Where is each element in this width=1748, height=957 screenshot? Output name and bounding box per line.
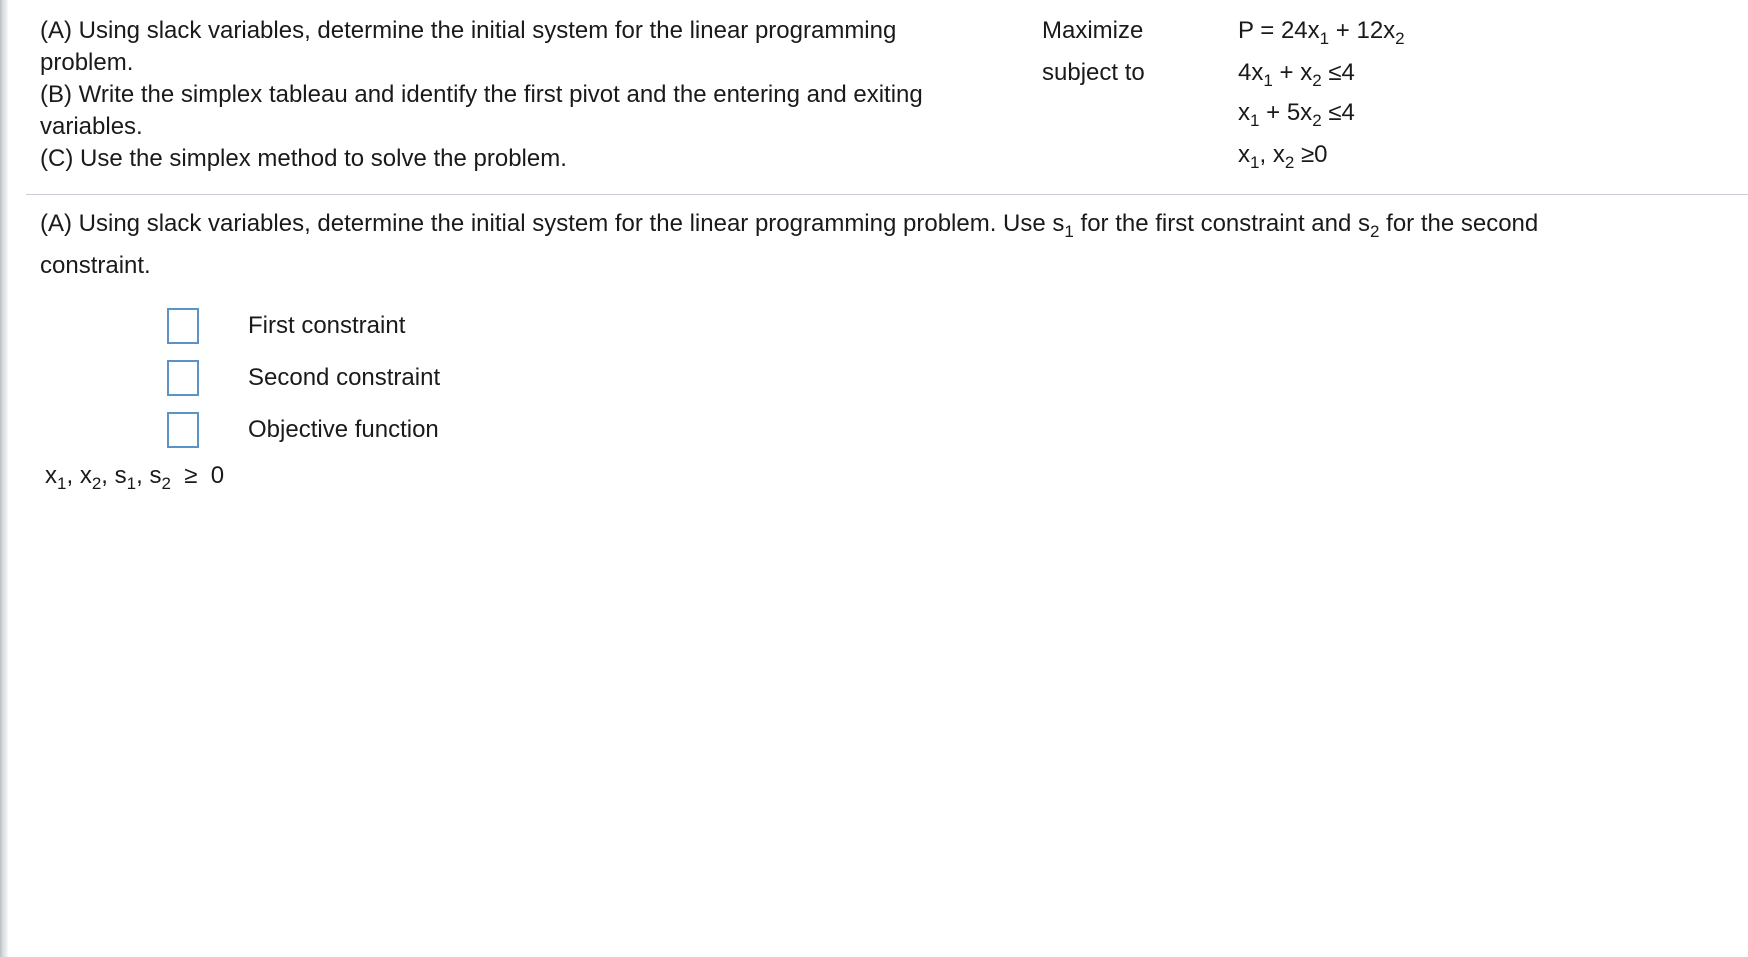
question-prompt — [40, 16, 923, 173]
objective-function-label: Objective function — [248, 416, 439, 443]
constraint-1-term1: 4x — [1238, 59, 1264, 86]
question-line: (C) Use the simplex method to solve the problem. — [40, 145, 567, 172]
var-s1: s — [114, 462, 127, 489]
subscript: 1 — [1250, 153, 1260, 172]
nonneg-var2: x — [1272, 141, 1285, 168]
constraint-2-rhs: 4 — [1341, 99, 1355, 126]
nonnegativity-constraint — [1238, 141, 1328, 172]
nonneg-var1: x — [1238, 141, 1250, 168]
maximize-label: Maximize — [1042, 17, 1144, 44]
final-rhs: 0 — [210, 462, 225, 489]
objective-p: P — [1238, 17, 1254, 44]
nonneg-rhs: 0 — [1314, 141, 1328, 168]
subscript: 2 — [1370, 222, 1380, 241]
second-constraint-input[interactable] — [167, 360, 199, 396]
objective-function-input[interactable] — [167, 412, 199, 448]
nonneg-ineq: ≥ — [1300, 141, 1315, 168]
constraint-1-term2: x — [1300, 59, 1313, 86]
constraint-1 — [1238, 59, 1355, 90]
constraint-2-term1: x — [1238, 99, 1250, 126]
objective-term2: 12x — [1356, 17, 1396, 44]
subscript: 2 — [91, 474, 102, 493]
constraint-2 — [1238, 99, 1355, 130]
part-a-instruction-line2: constraint. — [40, 252, 151, 279]
separator: , — [101, 462, 108, 489]
first-constraint-input[interactable] — [167, 308, 199, 344]
var-x2: x — [79, 462, 92, 489]
subscript: 1 — [57, 474, 67, 493]
constraint-1-plus: + — [1279, 59, 1294, 86]
constraint-1-ineq: ≤ — [1328, 59, 1342, 86]
nonneg-sep: , — [1259, 141, 1267, 168]
subscript: 1 — [1263, 71, 1273, 90]
constraint-2-plus: + — [1266, 99, 1281, 126]
part-a-text-1: (A) Using slack variables, determine the initial system for the linear programming problem. Use s — [40, 210, 1065, 237]
slack-nonnegativity — [45, 462, 225, 493]
question-line: variables. — [40, 113, 143, 140]
subscript: 2 — [1312, 111, 1322, 130]
separator: , — [136, 462, 143, 489]
constraint-1-rhs: 4 — [1341, 59, 1355, 86]
objective-function — [1238, 17, 1405, 48]
subscript: 1 — [126, 474, 137, 493]
subscript: 1 — [1064, 222, 1074, 241]
subscript: 2 — [1395, 29, 1405, 48]
section-divider — [26, 194, 1748, 195]
first-constraint-label: First constraint — [248, 312, 406, 339]
constraint-2-ineq: ≤ — [1328, 99, 1342, 126]
subscript: 1 — [1250, 111, 1260, 130]
var-s2: s — [149, 462, 162, 489]
objective-term1: 24x — [1280, 17, 1320, 44]
objective-plus: + — [1335, 17, 1350, 44]
subject-to-label: subject to — [1042, 59, 1145, 86]
part-a-instruction — [40, 210, 1539, 241]
objective-equals: = — [1260, 17, 1275, 44]
second-constraint-label: Second constraint — [248, 364, 441, 391]
part-a-text-3: for the second — [1379, 210, 1539, 237]
subscript: 2 — [161, 474, 171, 493]
subscript: 2 — [1312, 71, 1322, 90]
final-ineq: ≥ — [184, 462, 198, 489]
constraint-2-term2: 5x — [1286, 99, 1313, 126]
window-left-edge — [0, 0, 8, 957]
question-line: (A) Using slack variables, determine the initial system for the linear programming — [40, 17, 897, 44]
separator: , — [66, 462, 74, 489]
question-line: problem. — [40, 49, 134, 76]
var-x1: x — [45, 462, 57, 489]
part-a-text-2: for the first constraint and s — [1073, 210, 1371, 237]
subscript: 1 — [1319, 29, 1330, 48]
question-line: (B) Write the simplex tableau and identify the first pivot and the entering and exiting — [40, 81, 923, 108]
subscript: 2 — [1284, 153, 1295, 172]
